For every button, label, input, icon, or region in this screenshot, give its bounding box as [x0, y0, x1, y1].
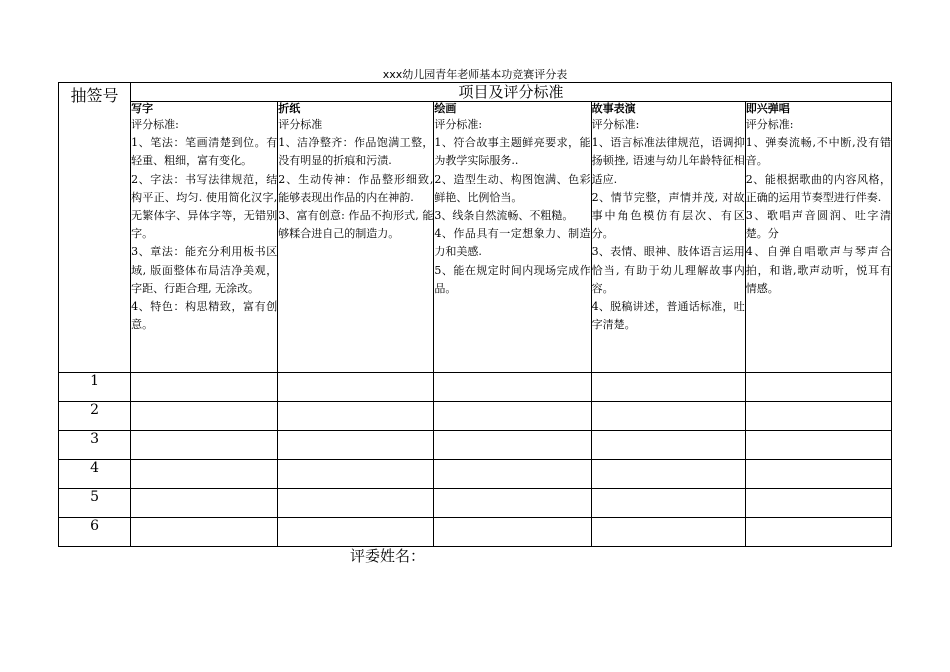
criteria-header: 项目及评分标准 [131, 83, 892, 102]
criterion-line: 2、字法：书写法律规范，结构平正、均匀. 使用简化汉字, 无繁体字、异体字等，无错别字。 [131, 172, 278, 241]
category-subtitle: 评分标准: [434, 118, 483, 131]
criterion-line: 3、歌唱声音圆润、吐字清楚。分 [745, 209, 891, 241]
criterion-line: 2、生动传神：作品整形细致, 能够表现出作品的内在神韵. [278, 172, 434, 204]
draw-number-cell: 5 [59, 489, 131, 518]
category-subtitle: 评分标准 [278, 118, 323, 131]
judge-name-label: 评委姓名： [350, 547, 426, 565]
score-cell-drawing[interactable] [434, 373, 591, 402]
criterion-line: 3、线条自然流畅、不粗糙。 [434, 209, 574, 223]
category-drawing [434, 102, 591, 373]
header-row [59, 83, 892, 102]
score-cell-writing[interactable] [131, 518, 278, 547]
criterion-line: 4、脱稿讲述，普通话标准，吐字清楚。 [591, 300, 745, 332]
category-name: 折纸 [278, 102, 301, 115]
score-cell-paper-folding[interactable] [278, 518, 434, 547]
draw-number-cell: 3 [59, 431, 131, 460]
criteria-row [59, 102, 892, 373]
document-title: xxx幼儿园青年老师基本功竞赛评分表 [382, 68, 568, 81]
category-writing [131, 102, 278, 373]
criterion-line: 2、情节完整，声情并茂, 对故事中角色模仿有层次、有区分。 [591, 190, 745, 241]
criterion-line: 3、富有创意: 作品不拘形式, 能够糅合进自己的制造力。 [278, 209, 434, 241]
draw-number-cell: 4 [59, 460, 131, 489]
draw-number-header: 抽签号 [59, 83, 131, 373]
criterion-line: 1、符合故事主题鲜亮要求，能为教学实际服务.. [434, 136, 591, 168]
score-cell-storytelling[interactable] [591, 431, 745, 460]
table-row [59, 518, 892, 547]
score-cell-storytelling[interactable] [591, 402, 745, 431]
score-cell-drawing[interactable] [434, 460, 591, 489]
criterion-line: 3、表情、眼神、肢体语言运用恰当, 有助于幼儿理解故事内容。 [591, 245, 745, 295]
category-subtitle: 评分标准: [591, 118, 640, 131]
score-cell-drawing[interactable] [434, 518, 591, 547]
criterion-line: 1、弹奏流畅,不中断,没有错音。 [745, 136, 891, 168]
score-cell-writing[interactable] [131, 460, 278, 489]
score-cell-paper-folding[interactable] [278, 489, 434, 518]
criterion-line: 4、自弹自唱歌声与琴声合拍，和谐,歌声动听，悦耳有情感。 [745, 245, 891, 295]
score-cell-paper-folding[interactable] [278, 402, 434, 431]
score-cell-writing[interactable] [131, 431, 278, 460]
score-cell-storytelling[interactable] [591, 489, 745, 518]
score-cell-impromptu[interactable] [745, 518, 891, 547]
criterion-line: 1、笔法：笔画清楚到位。有轻重、粗细，富有变化。 [131, 136, 278, 168]
category-subtitle: 评分标准: [745, 118, 794, 131]
score-cell-paper-folding[interactable] [278, 460, 434, 489]
score-cell-storytelling[interactable] [591, 518, 745, 547]
table-row [59, 373, 892, 402]
score-cell-drawing[interactable] [434, 489, 591, 518]
score-cell-paper-folding[interactable] [278, 431, 434, 460]
criterion-line: 2、能根据歌曲的内容风格，正确的运用节奏型进行伴奏. [745, 172, 891, 204]
category-paper-folding [278, 102, 434, 373]
score-cell-impromptu[interactable] [745, 402, 891, 431]
criterion-line: 1、语言标准法律规范，语调抑扬顿挫, 语速与幼儿年龄特征相适应. [591, 136, 745, 186]
table-row [59, 489, 892, 518]
score-cell-impromptu[interactable] [745, 431, 891, 460]
criterion-line: 1、洁净整齐：作品饱满工整，没有明显的折痕和污渍. [278, 136, 434, 168]
score-cell-impromptu[interactable] [745, 373, 891, 402]
score-cell-writing[interactable] [131, 373, 278, 402]
criterion-line: 5、能在规定时间内现场完成作品。 [434, 263, 591, 295]
category-subtitle: 评分标准: [131, 118, 179, 131]
score-cell-impromptu[interactable] [745, 489, 891, 518]
draw-number-cell: 2 [59, 402, 131, 431]
score-cell-writing[interactable] [131, 402, 278, 431]
criterion-line: 3、章法：能充分利用板书区域, 版面整体布局洁净美观，字距、行距合理, 无涂改。 [131, 245, 278, 295]
score-cell-storytelling[interactable] [591, 373, 745, 402]
criterion-line: 4、特色：构思精致，富有创意。 [131, 300, 278, 332]
criterion-line: 4、作品具有一定想象力、制造力和美感. [434, 227, 591, 259]
score-cell-drawing[interactable] [434, 402, 591, 431]
score-cell-paper-folding[interactable] [278, 373, 434, 402]
criterion-line: 2、造型生动、构图饱满、色彩鲜艳、比例恰当。 [434, 172, 591, 204]
table-row [59, 402, 892, 431]
score-cell-impromptu[interactable] [745, 460, 891, 489]
category-name: 写字 [131, 102, 154, 115]
category-name: 即兴弹唱 [745, 102, 790, 115]
table-row [59, 460, 892, 489]
category-storytelling [591, 102, 745, 373]
score-table [58, 82, 892, 547]
category-name: 绘画 [434, 102, 457, 115]
table-row [59, 431, 892, 460]
category-name: 故事表演 [591, 102, 636, 115]
category-impromptu-playing-singing [745, 102, 891, 373]
draw-number-cell: 6 [59, 518, 131, 547]
draw-number-cell: 1 [59, 373, 131, 402]
score-cell-writing[interactable] [131, 489, 278, 518]
score-cell-drawing[interactable] [434, 431, 591, 460]
score-cell-storytelling[interactable] [591, 460, 745, 489]
